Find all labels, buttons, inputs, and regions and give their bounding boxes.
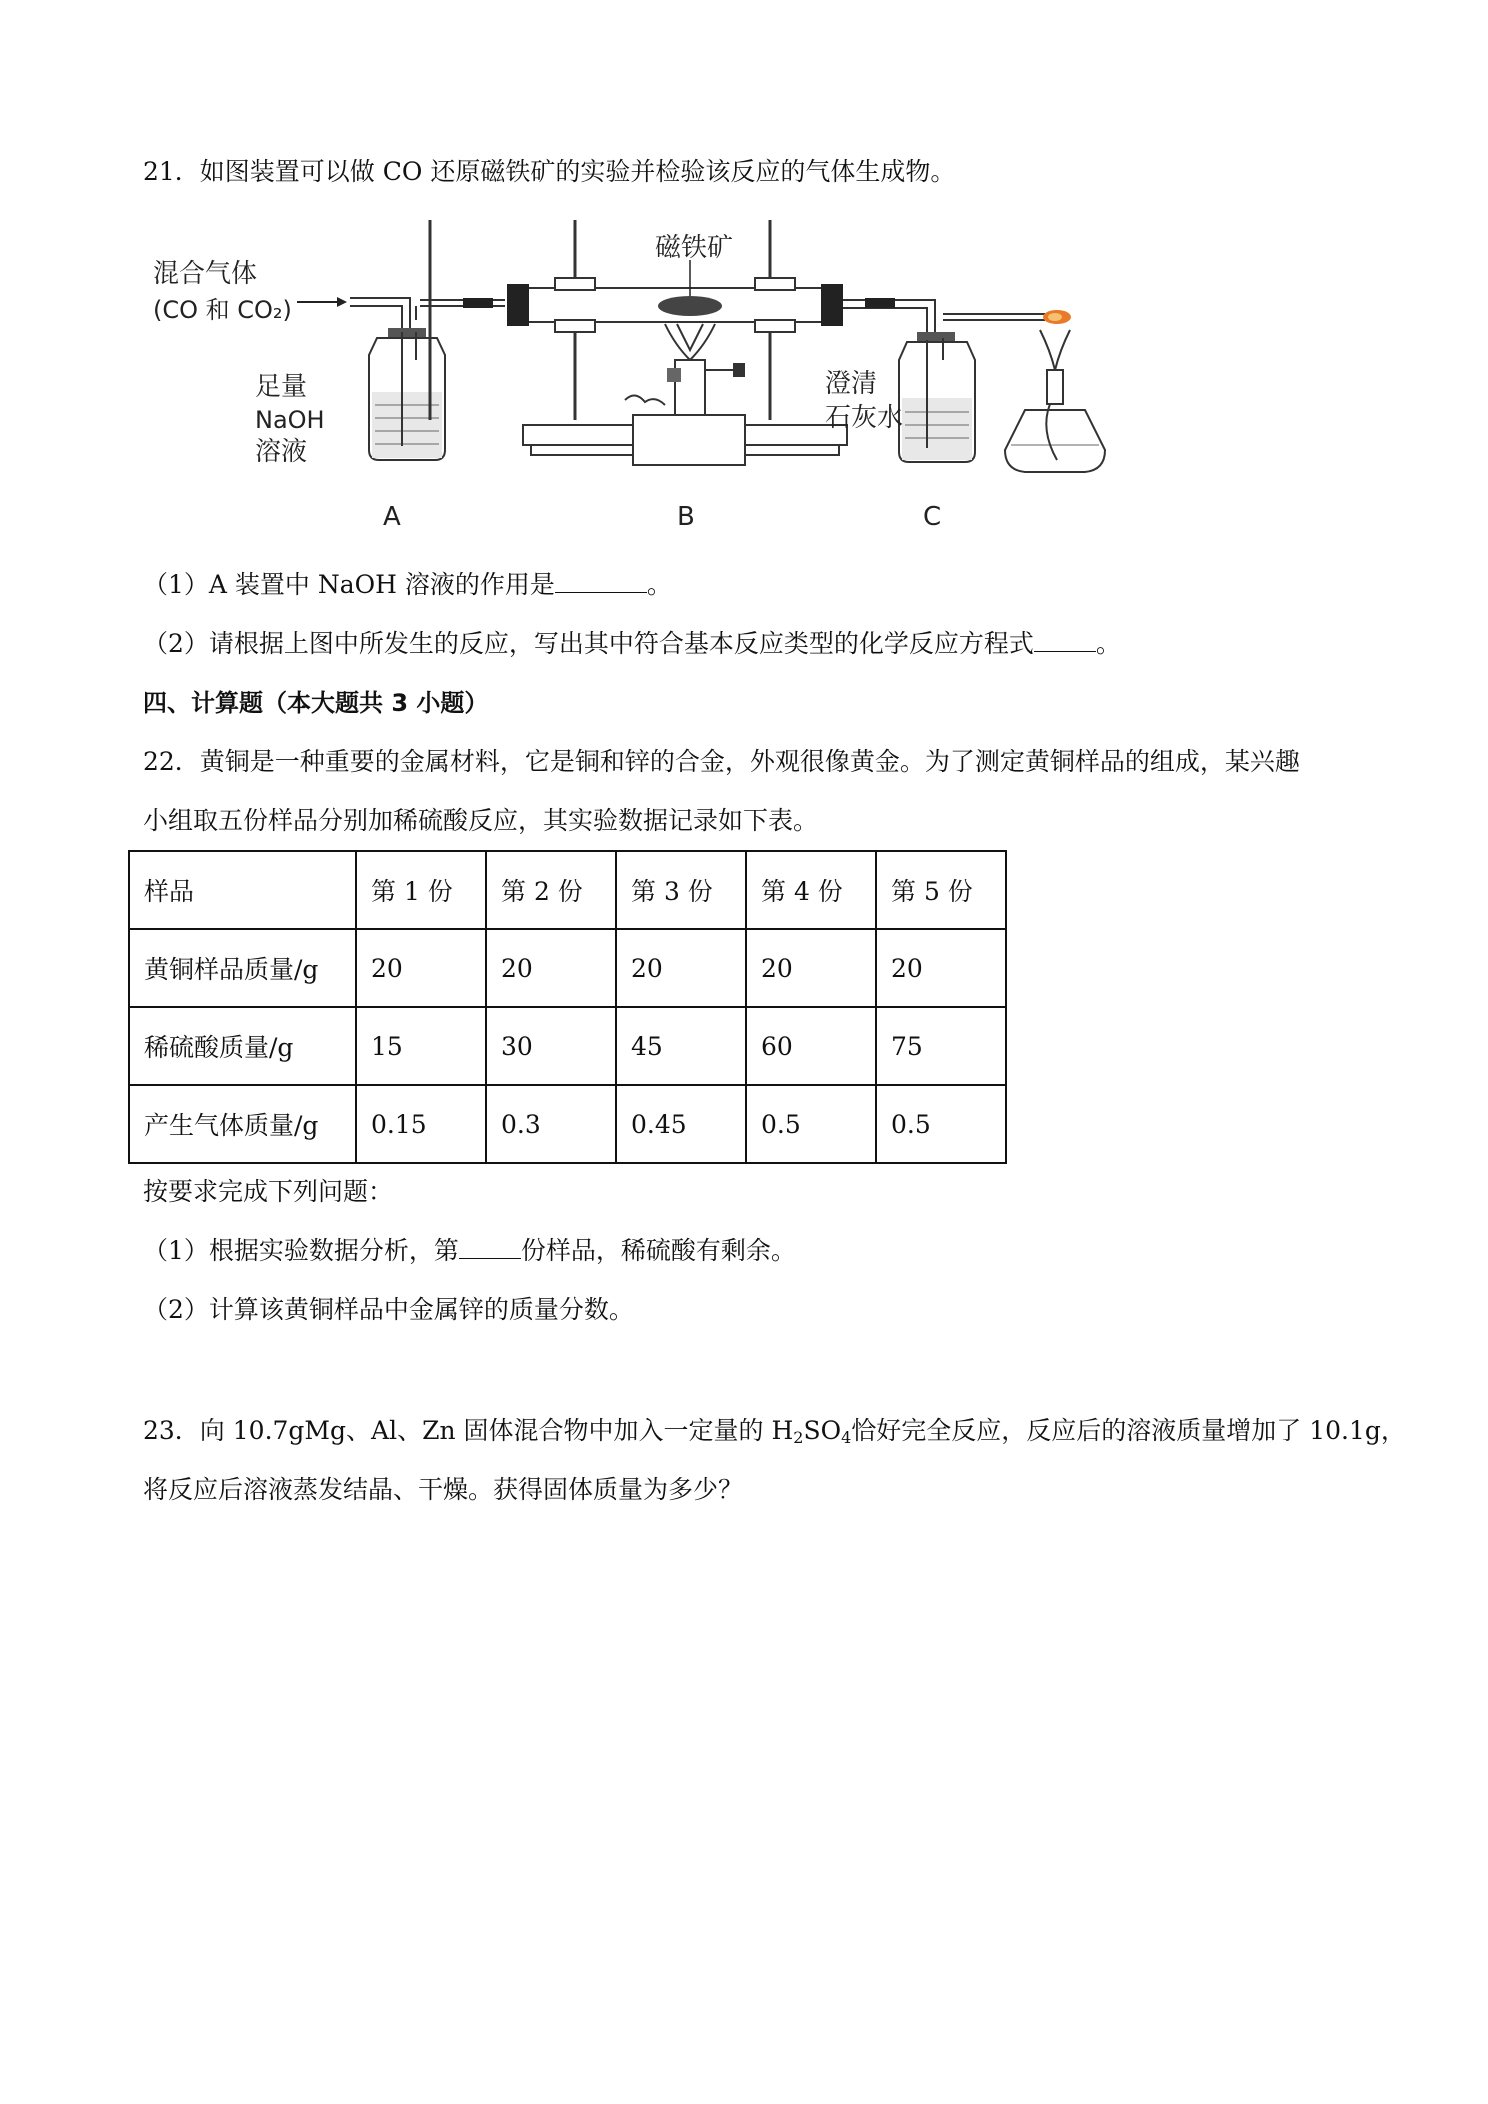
q23-text-line2: 将反应后溶液蒸发结晶、干燥。获得固体质量为多少？ — [143, 1475, 744, 1504]
naoh-label: NaOH — [255, 406, 325, 434]
table-cell: 0.15 — [356, 1085, 486, 1163]
mixed-gas-label: 混合气体 — [153, 259, 258, 289]
q21-sub1: （1）A 装置中 NaOH 溶液的作用是 。 — [143, 570, 672, 599]
section-heading: 四、计算题（本大题共 3 小题） — [143, 689, 489, 717]
apparatus-label-a: A — [383, 502, 401, 532]
apparatus-label-c: C — [923, 502, 942, 532]
table-cell: 0.5 — [746, 1085, 876, 1163]
table-cell: 15 — [356, 1007, 486, 1085]
apparatus-label-b: B — [677, 502, 695, 532]
wash-bottle-a — [350, 298, 505, 460]
table-cell: 45 — [616, 1007, 746, 1085]
table-header-cell: 样品 — [129, 851, 356, 929]
experiment-data-table — [128, 850, 1007, 1164]
q23-text-line1: 23．向 10.7gMg、Al、Zn 固体混合物中加入一定量的 $H_2SO_4$恰好完全反应，反应后的溶液质量增加了 10.1g， — [143, 1416, 1406, 1447]
experiment-apparatus-diagram — [145, 220, 1135, 540]
table-cell: 75 — [876, 1007, 1006, 1085]
table-header-cell: 第 4 份 — [746, 851, 876, 929]
table-cell: 20 — [876, 929, 1006, 1007]
table-cell: 0.5 — [876, 1085, 1006, 1163]
table-row — [129, 1007, 1006, 1085]
alcohol-lamp-flame — [1005, 310, 1105, 472]
table-header-cell: 第 3 份 — [616, 851, 746, 929]
magnetite-label: 磁铁矿 — [655, 233, 734, 263]
table-header-row — [129, 851, 1006, 929]
limewater-label-2: 石灰水 — [825, 403, 904, 433]
limewater-label-1: 澄清 — [825, 369, 878, 399]
table-cell: 20 — [356, 929, 486, 1007]
q22-sub2: （2）计算该黄铜样品中金属锌的质量分数。 — [143, 1295, 634, 1324]
table-cell: 60 — [746, 1007, 876, 1085]
q21-sub2: （2）请根据上图中所发生的反应，写出其中符合基本反应类型的化学反应方程式 。 — [143, 629, 1121, 658]
q22-text-line1: 22．黄铜是一种重要的金属材料，它是铜和锌的合金，外观很像黄金。为了测定黄铜样品的组成，某兴趣 — [143, 747, 1300, 776]
table-cell: 20 — [746, 929, 876, 1007]
table-cell: 30 — [486, 1007, 616, 1085]
naoh-amount-label: 足量 — [255, 372, 308, 402]
answer-blank[interactable] — [1034, 627, 1096, 652]
q22-sub1-text: （1）根据实验数据分析，第 — [143, 1236, 459, 1265]
table-cell: 20 — [616, 929, 746, 1007]
q22-text-line2: 小组取五份样品分别加稀硫酸反应，其实验数据记录如下表。 — [143, 806, 819, 835]
gas-inflow-arrow — [297, 297, 347, 307]
table-row — [129, 1085, 1006, 1163]
table-cell: 产生气体质量/g — [129, 1085, 356, 1163]
q21-sub1-text: （1）A 装置中 NaOH 溶液的作用是 — [143, 570, 555, 599]
answer-blank[interactable] — [555, 568, 647, 593]
q22-instruction: 按要求完成下列问题： — [143, 1177, 394, 1206]
naoh-solution-label: 溶液 — [255, 437, 308, 467]
answer-blank[interactable] — [459, 1234, 521, 1259]
table-cell: 黄铜样品质量/g — [129, 929, 356, 1007]
gas-composition-label: (CO 和 CO₂) — [153, 296, 292, 324]
q22-sub1: （1）根据实验数据分析，第 份样品，稀硫酸有剩余。 — [143, 1236, 796, 1265]
table-row — [129, 929, 1006, 1007]
table-cell: 0.45 — [616, 1085, 746, 1163]
table-cell: 20 — [486, 929, 616, 1007]
table-cell: 0.3 — [486, 1085, 616, 1163]
q21-sub2-text: （2）请根据上图中所发生的反应，写出其中符合基本反应类型的化学反应方程式 — [143, 629, 1034, 658]
table-header-cell: 第 5 份 — [876, 851, 1006, 929]
table-header-cell: 第 2 份 — [486, 851, 616, 929]
q21-title: 21．如图装置可以做 CO 还原磁铁矿的实验并检验该反应的气体生成物。 — [143, 157, 956, 186]
table-cell: 稀硫酸质量/g — [129, 1007, 356, 1085]
table-header-cell: 第 1 份 — [356, 851, 486, 929]
